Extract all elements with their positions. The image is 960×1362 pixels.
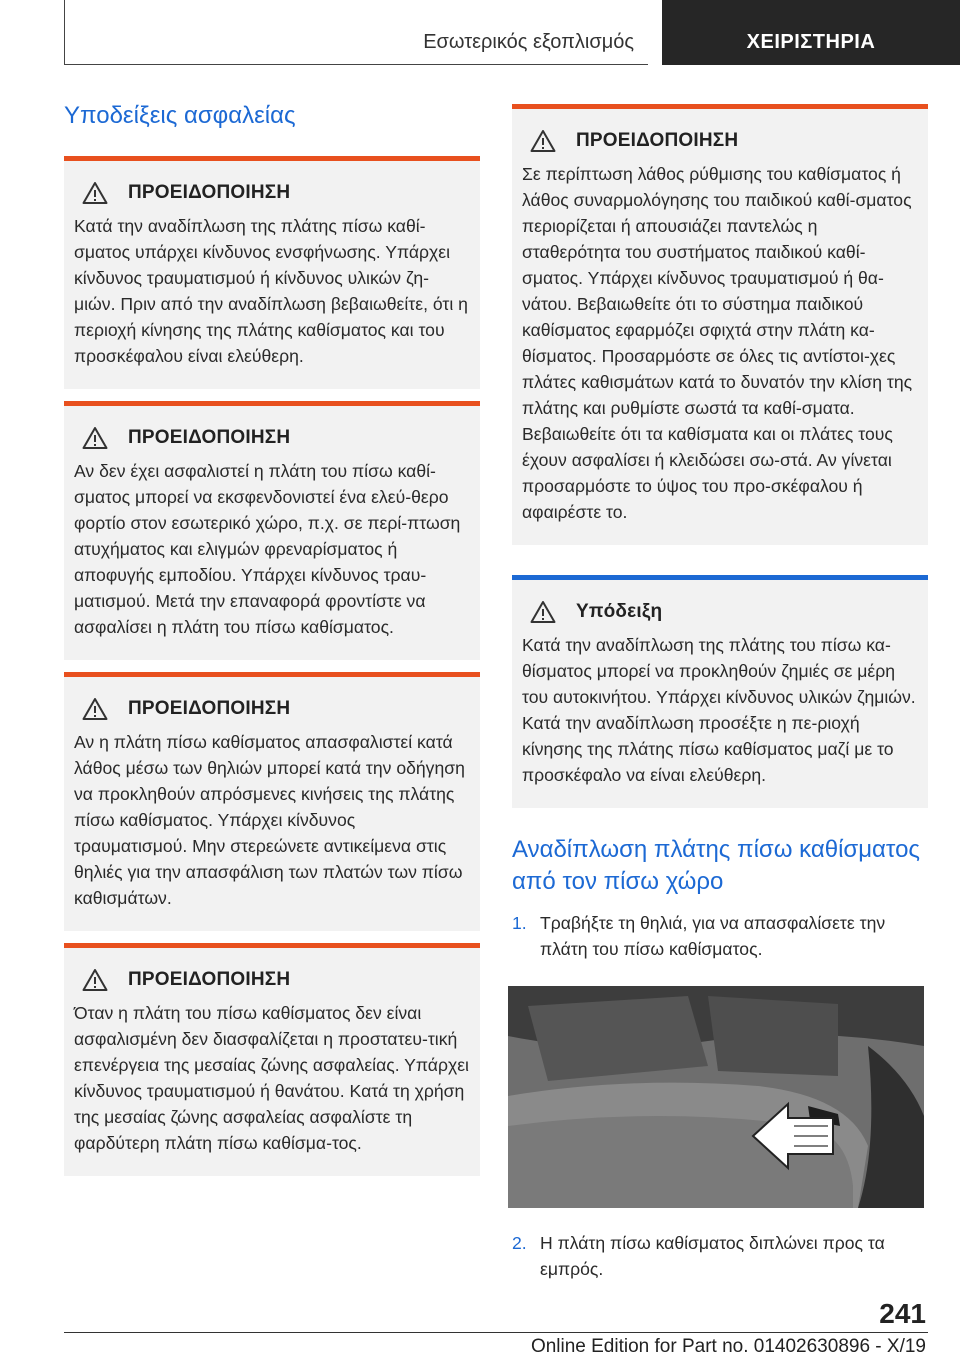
step-item [512,910,928,962]
warning-text: Κατά την αναδίπλωση της πλάτης πίσω καθί-σματος υπάρχει κίνδυνος ενσφήνωσης. Υπάρχει κίνδυνος τραυματισμού ή κίνδυνος υλικών ζη-μιών. Πριν από την αναδίπλωση βεβαιωθείτε, ότι η περιοχή κίνησης της πλάτης καθίσματος και του προσκέφαλου είναι ελεύθερη. [74,216,468,366]
page-number: 241 [879,1298,926,1329]
note-label: Υπόδειξη [576,601,663,622]
warning-label: ΠΡΟΕΙΔΟΠΟΙΗΣΗ [128,182,291,203]
header-section-box [64,0,648,65]
warning-label: ΠΡΟΕΙΔΟΠΟΙΗΣΗ [128,698,291,719]
left-column [64,100,480,1176]
warning-box [64,156,480,389]
header-chapter-title: ΧΕΙΡΙΣΤΗΡΙΑ [662,0,960,65]
note-box [512,575,928,808]
warning-label: ΠΡΟΕΙΔΟΠΟΙΗΣΗ [128,427,291,448]
warning-box [64,672,480,931]
warning-triangle-icon [530,129,556,153]
safety-notes-title: Υποδείξεις ασφαλείας [64,102,296,129]
step-number: 1. [512,913,527,933]
step-number: 2. [512,1233,527,1253]
header-section-title: Εσωτερικός εξοπλισμός [423,31,634,53]
fold-seat-title: Αναδίπλωση πλάτης πίσω καθίσματος από τον πίσω χώρο [512,836,920,895]
warning-text: Αν δεν έχει ασφαλιστεί η πλάτη του πίσω καθί-σματος μπορεί να εκσφενδονιστεί ένα ελεύ-θερο φορτίο στον εσωτερικό χώρο, π.χ. σε περί-πτωση ατυχήματος και ελιγμών φρεναρίσματος ή αποφυγής εμποδίου. Υπάρχει κίνδυνος τραυ-ματισμού. Μετά την επαναφορά φροντίστε να ασφαλίσει η πλάτη του πίσω καθίσματος. [74,461,461,637]
rear-seat-photo [508,986,924,1208]
page-header [64,0,960,65]
warning-box [64,401,480,660]
footer-edition: Online Edition for Part no. 01402630896 - X/19 [530,1336,926,1357]
warning-triangle-icon [530,600,556,624]
step-text: Η πλάτη πίσω καθίσματος διπλώνει προς τα εμπρός. [540,1233,885,1279]
warning-triangle-icon [82,426,108,450]
steps-list [512,910,928,962]
note-text: Κατά την αναδίπλωση της πλάτης του πίσω κα-θίσματος μπορεί να προκληθούν ζημιές σε μέρη του αυτοκινήτου. Υπάρχει κίνδυνος υλικών ζημιών. Κατά την αναδίπλωση προσέξτε η πε-ριοχή κίνησης της πλάτης πίσω καθίσματος μαζί με το προσκέφαλο να είναι ελεύθερη. [522,635,916,785]
warning-label: ΠΡΟΕΙΔΟΠΟΙΗΣΗ [576,130,739,151]
steps-list [512,1230,928,1282]
right-column [512,104,928,1282]
warning-triangle-icon [82,697,108,721]
warning-triangle-icon [82,968,108,992]
step-text: Τραβήξτε τη θηλιά, για να απασφαλίσετε την πλάτη του πίσω καθίσματος. [540,913,886,959]
warning-label: ΠΡΟΕΙΔΟΠΟΙΗΣΗ [128,969,291,990]
warning-text: Όταν η πλάτη του πίσω καθίσματος δεν είναι ασφαλισμένη δεν διασφαλίζεται η προστατευ-τική επενέργεια της μεσαίας ζώνης ασφαλείας. Υπάρχει κίνδυνος τραυματισμού ή θανάτου. Κατά τη χρήση της μεσαίας ζώνης ασφαλείας ασφαλίστε τη φαρδύτερη πλάτη πίσω καθίσμα-τος. [74,1003,469,1153]
rear-seat-illustration [508,986,924,1208]
footer-divider [64,1332,928,1333]
warning-box [512,104,928,545]
warning-text: Αν η πλάτη πίσω καθίσματος απασφαλιστεί κατά λάθος μέσω των θηλιών μπορεί κατά την οδήγηση να προκληθούν απρόσμενες κινήσεις της πλάτης πίσω καθίσματος. Υπάρχει κίνδυνος τραυματισμού. Μην στερεώνετε αντικείμενα στις θηλιές για την απασφάλιση των πλατών των πίσω καθισμάτων. [74,732,465,908]
step-item [512,1230,928,1282]
warning-text: Σε περίπτωση λάθος ρύθμισης του καθίσματος ή λάθος συναρμολόγησης του παιδικού καθί-σματος περιορίζεται ή απουσιάζει παντελώς η σταθερότητα του συστήματος παιδικού καθί-σματος. Υπάρχει κίνδυνος τραυματισμού ή θα-νάτου. Βεβαιωθείτε ότι το σύστημα παιδικού καθίσματος εφαρμόζει σφιχτά στην πλάτη κα-θίσματος. Προσαρμόστε σε όλες τις αντίστοι-χες πλάτες καθισμάτων κατά το δυνατόν την κλίση της πλάτης και ρυθμίστε σωστά τα καθί-σματα. Βεβαιωθείτε ότι τα καθίσματα και οι πλάτες τους έχουν ασφαλίσει ή κλειδώσει σω-στά. Αν γίνεται προσαρμόστε το ύψος του προ-σκέφαλου ή αφαιρέστε το. [522,164,913,522]
warning-triangle-icon [82,181,108,205]
warning-box [64,943,480,1176]
